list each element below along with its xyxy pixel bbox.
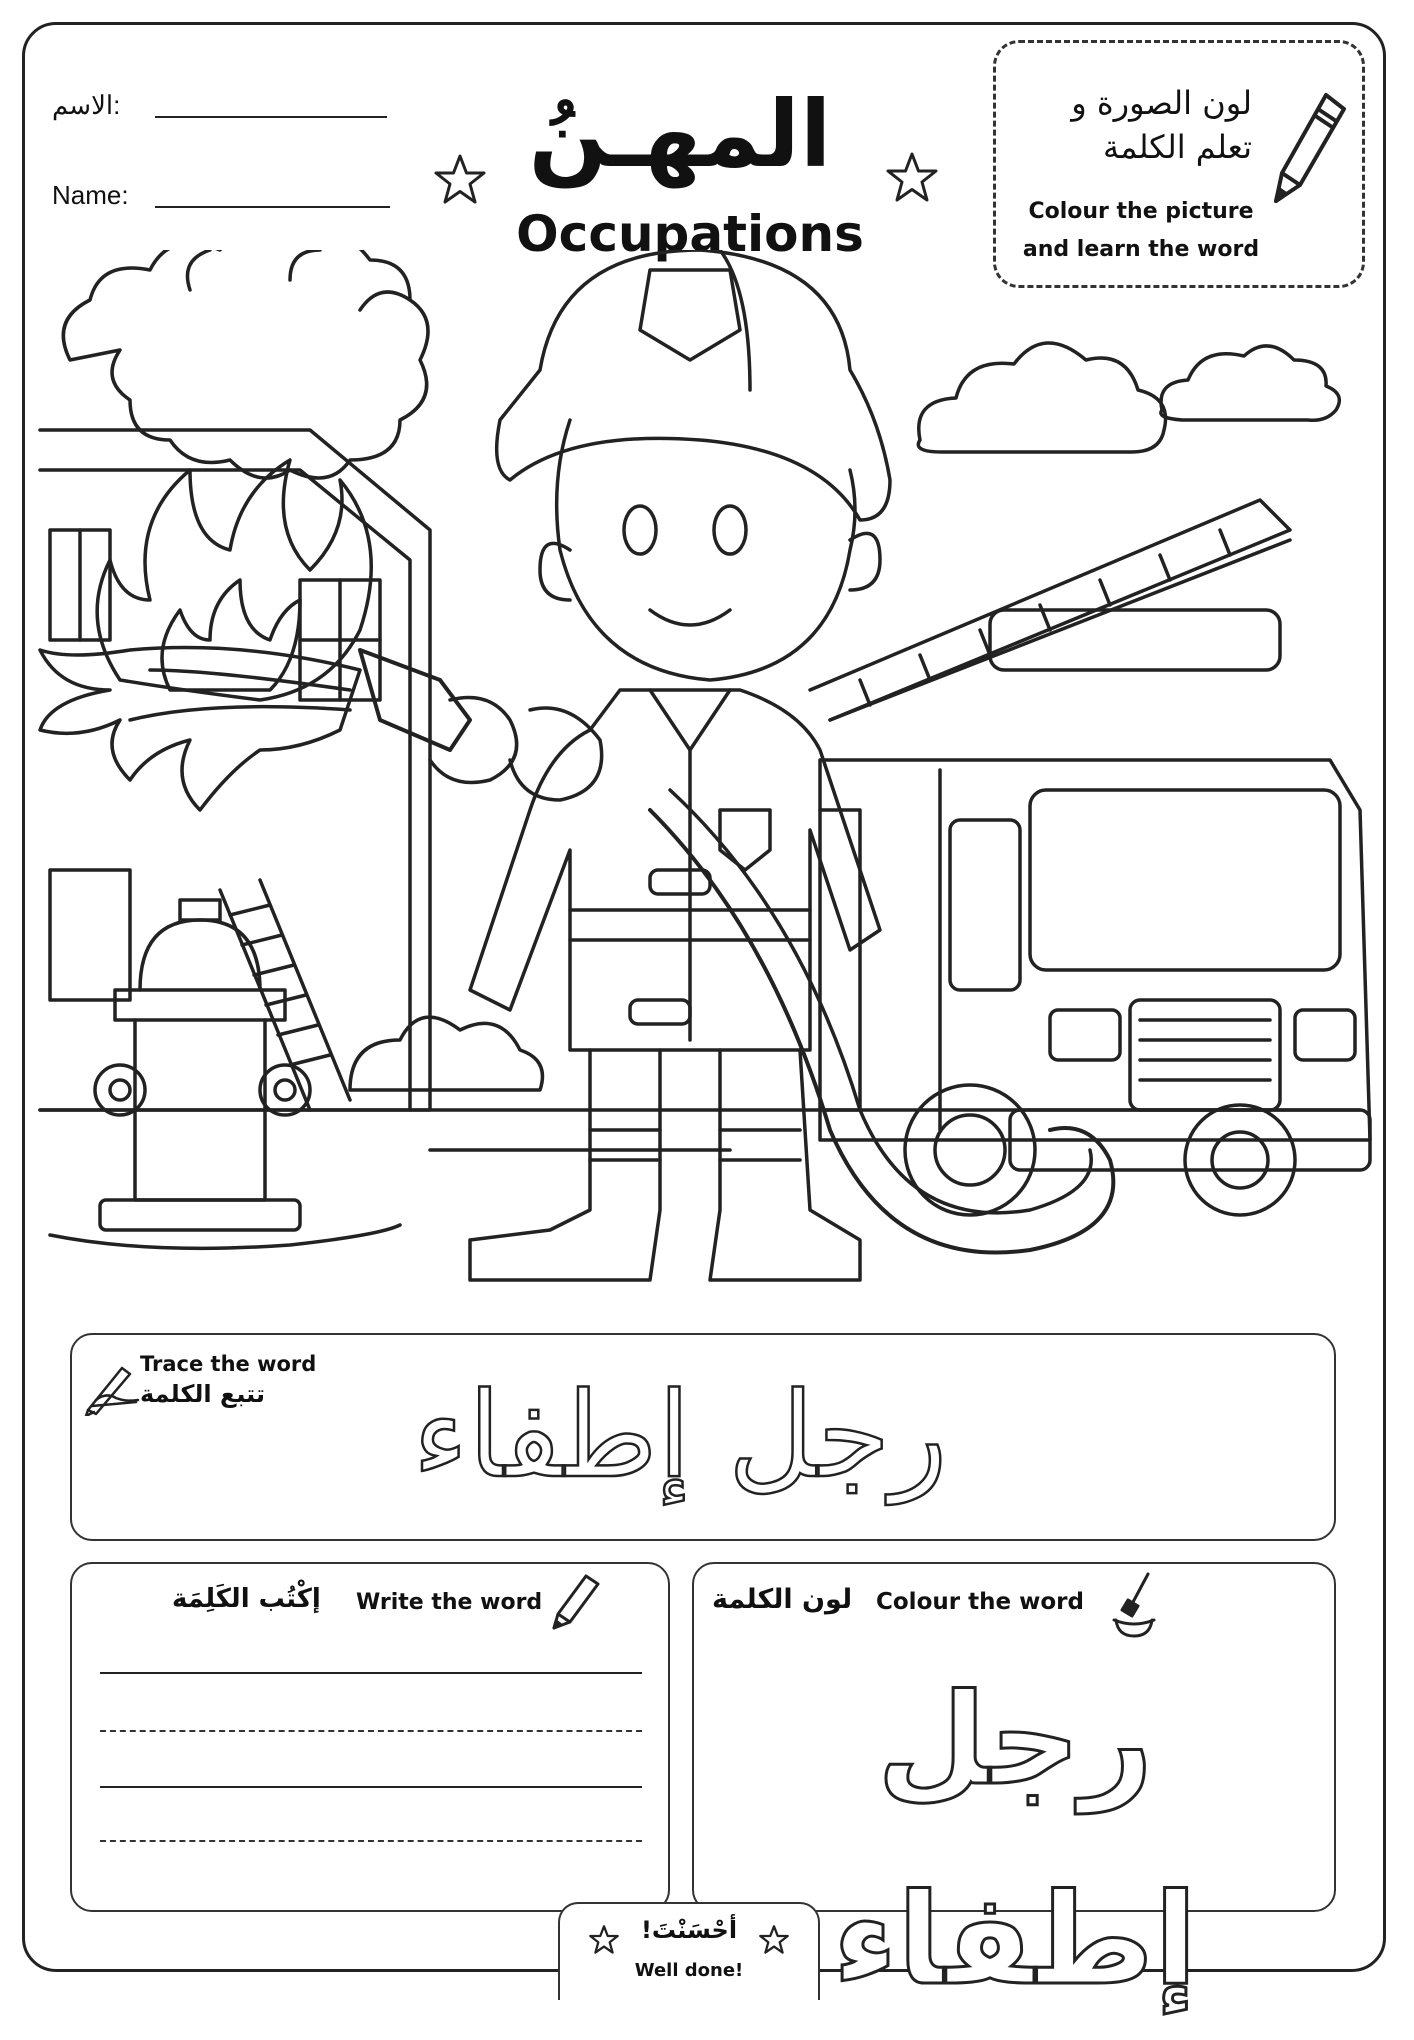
instruction-arabic-line-1: لون الصورة و: [1071, 84, 1252, 122]
colour-label-english: Colour the word: [876, 1589, 1084, 1615]
trace-word-outline[interactable]: رجل إطفاء: [412, 1366, 948, 1504]
name-line-arabic[interactable]: [155, 116, 387, 118]
writing-guide-line: [100, 1730, 642, 1732]
instruction-english-line-2: and learn the word: [1022, 237, 1260, 262]
fire-truck: [810, 500, 1370, 1215]
name-label-english: Name:: [52, 180, 129, 210]
name-label-arabic: الاسم:: [52, 90, 121, 120]
writing-line[interactable]: [100, 1672, 642, 1674]
instruction-arabic-line-2: تعلم الكلمة: [1103, 128, 1252, 166]
trace-label-arabic: تتبع الكلمة: [140, 1380, 265, 1408]
firefighter: [360, 250, 890, 1280]
cloud-icon: [918, 343, 1165, 452]
star-icon: [432, 152, 488, 208]
page-title-arabic: المهـنُ: [528, 81, 832, 188]
instruction-arabic: [1012, 81, 1252, 169]
colour-label-arabic: لون الكلمة: [712, 1584, 853, 1615]
pencil-icon: [1266, 89, 1350, 209]
cloud-icon: [1161, 346, 1339, 420]
write-label-english: Write the word: [356, 1590, 543, 1615]
firefighter-illustration: [30, 250, 1384, 1310]
hand-writing-icon: [82, 1360, 142, 1416]
pencil-icon: [548, 1572, 602, 1632]
page-title-english: Occupations: [516, 205, 864, 263]
well-done-english: Well done!: [634, 1960, 744, 1981]
fire-hydrant: [50, 900, 400, 1248]
write-label-arabic: إكْتُب الكَلِمَة: [172, 1584, 321, 1614]
well-done-badge: [558, 1902, 820, 2000]
well-done-arabic: أحْسَنْتَ!: [640, 1916, 738, 1944]
colour-word-outline[interactable]: رجل إطفاء: [832, 1666, 1198, 2013]
star-icon: [884, 150, 940, 206]
writing-guide-line: [100, 1840, 642, 1842]
instruction-english-line-1: Colour the picture: [1028, 199, 1254, 224]
trace-label-english: Trace the word: [140, 1352, 317, 1376]
writing-line[interactable]: [100, 1786, 642, 1788]
paint-brush-icon: [1108, 1570, 1160, 1640]
name-line-english[interactable]: [155, 206, 390, 208]
